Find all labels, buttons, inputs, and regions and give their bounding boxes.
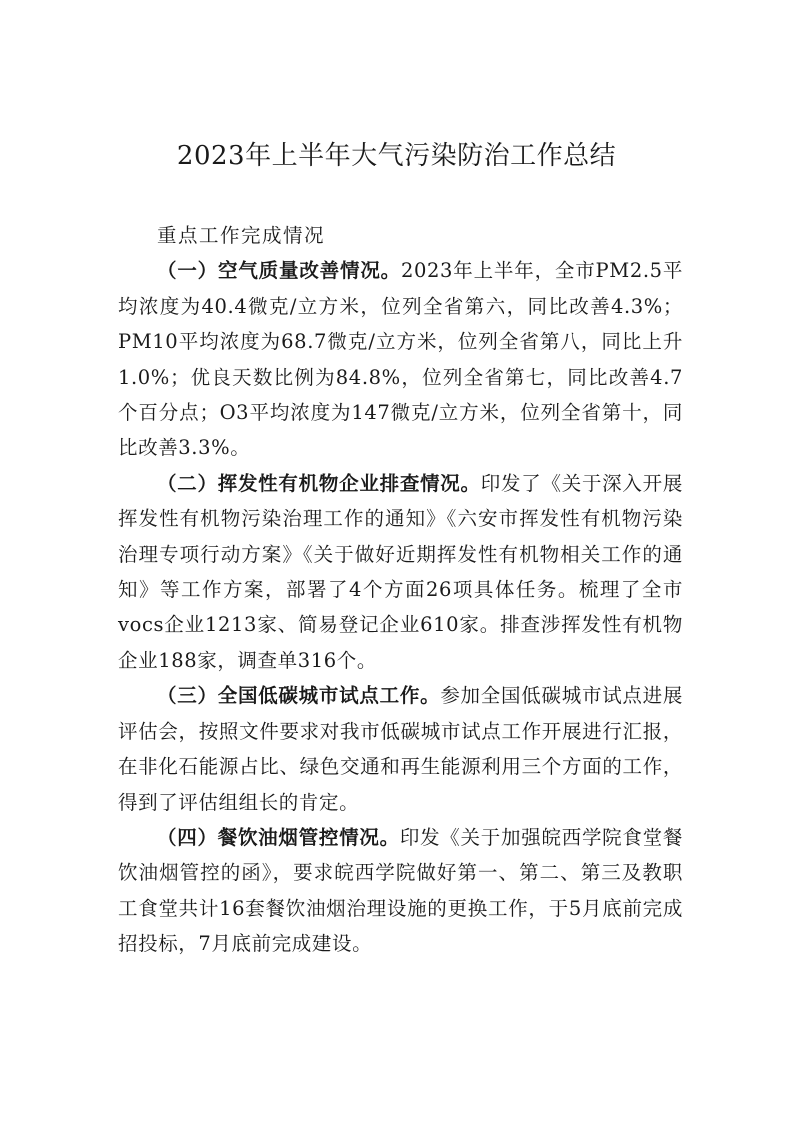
section-lead-1: （一）空气质量改善情况。 (157, 259, 401, 283)
section-paragraph-3 (118, 678, 683, 820)
document-title: 2023年上半年大气污染防治工作总结 (176, 141, 617, 171)
section-paragraph-2 (118, 466, 683, 678)
section-text-2: 印发了《关于深入开展挥发性有机物污染治理工作的通知》《六安市挥发性有机物污染治理专项行动方案》《关于做好近期挥发性有机物相关工作的通知》等工作方案，部署了4个方面26项具体任务。梳理了全市vocs企业1213家、简易登记企业610家。排查涉挥发性有机物企业188家，调查单316个。 (118, 471, 683, 672)
section-heading: 重点工作完成情况 (157, 224, 326, 247)
section-text-1: 2023年上半年，全市PM2.5平均浓度为40.4微克/立方米，位列全省第六，同比改善4.3%；PM10平均浓度为68.7微克/立方米，位列全省第八，同比上升1.0%；优良天数比例为84.8%，位列全省第七，同比改善4.7个百分点；O3平均浓度为147微克/立方米，位列全省第十，同比改善3.3%。 (118, 259, 683, 460)
section-lead-2: （二）挥发性有机物企业排查情况。 (157, 471, 481, 495)
document-body (118, 218, 683, 962)
section-text-3: 参加全国低碳城市试点进展评估会，按照文件要求对我市低碳城市试点工作开展进行汇报，在非化石能源占比、绿色交通和再生能源利用三个方面的工作，得到了评估组组长的肯定。 (118, 684, 684, 814)
section-paragraph-1 (118, 253, 683, 465)
section-lead-4: （四）餐饮油烟管控情况。 (157, 825, 400, 849)
section-lead-3: （三）全国低碳城市试点工作。 (157, 684, 441, 708)
section-paragraph-4 (118, 820, 683, 962)
section-text-4: 印发《关于加强皖西学院食堂餐饮油烟管控的函》，要求皖西学院做好第一、第二、第三及教职工食堂共计16套餐饮油烟治理设施的更换工作，于5月底前完成招投标，7月底前完成建设。 (118, 825, 683, 956)
